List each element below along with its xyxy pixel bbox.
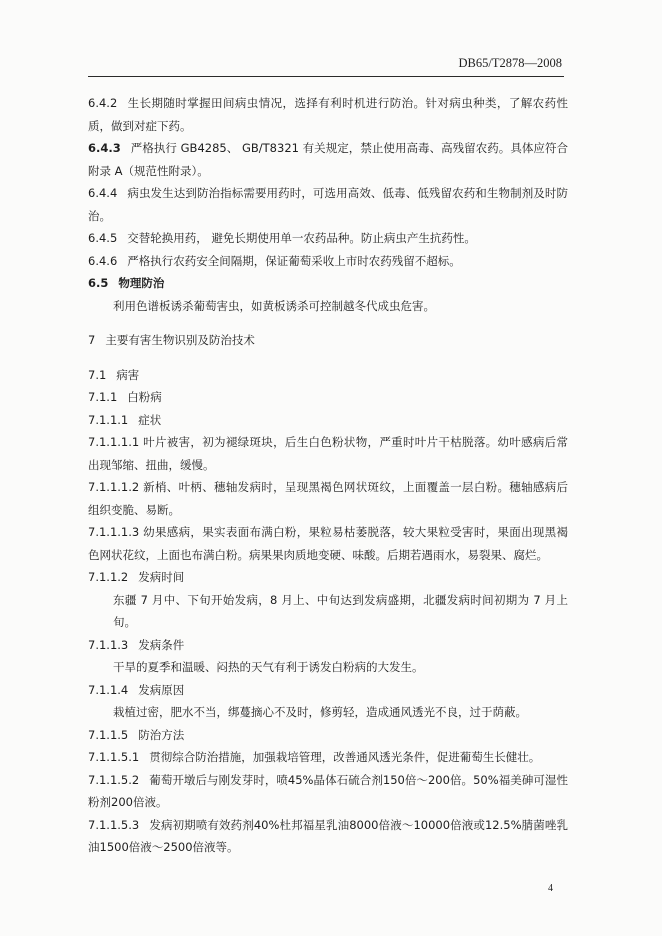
section-7-1-1-5-heading [88,724,568,747]
section-7-1-1-1-heading [88,409,568,432]
clause-text: 白粉病 [127,390,162,404]
clause-7-1-1-1-1: 7.1.1.1.1 叶片被害，初为褪绿斑块，后生白色粉状物，严重时叶片干枯脱落。幼叶感病后常出现邹缩、扭曲，缓慢。 [88,435,568,472]
clause-number: 6.4.3 [88,141,121,155]
clause-text: 防治方法 [138,727,185,742]
clause-text: 物理防治 [118,276,165,290]
page-number: 4 [548,883,553,894]
clause-7-1-1-1-3: 7.1.1.1.3 幼果感病，果实表面布满白粉，果粒易枯萎脱落，较大果粒受害时，果面出现黑褐色网状花纹，上面也布满白粉。病果果肉质地变硬、味酸。后期若遇雨水，易裂果、腐烂。 [88,525,568,562]
clause-text: 交替轮换用药， 避免长期使用单一农药品种。防止病虫产生抗药性。 [127,231,476,245]
clause-number: 7.1.1.5.2 [88,772,140,787]
clause-7-1-1-2-text: 东疆 7 月中、下旬开始发病，8 月上、中旬达到发病盛期，北疆发病时间初期为 7 月上旬。 [113,592,568,629]
clause-number: 7.1.1.1 [88,412,129,427]
section-7-1-heading [88,364,568,387]
clause-text: 症状 [138,412,162,427]
clause-7-1-1-4-text: 栽植过密，肥水不当，绑蔓摘心不及时，修剪轻，造成通风透光不良，过于荫蔽。 [113,705,527,719]
section-6-5-heading [88,272,568,295]
clause-text: 贯彻综合防治措施，加强栽培管理，改善通风透光条件，促进葡萄生长健壮。 [149,750,541,764]
clause-number: 7.1.1.4 [88,682,129,697]
clause-number: 7.1.1.3 [88,637,129,652]
clause-text: 生长期随时掌握田间病虫情况，选择有利时机进行防治。针对病虫种类，了解农药性质，做到对症下药。 [88,96,568,133]
section-7-heading [88,329,568,352]
clause-text: 葡萄开墩后与刚发芽时，喷45%晶体石硫合剂150倍～200倍。50%福美砷可湿性粉剂200倍液。 [88,772,568,809]
section-7-1-1-4-heading [88,679,568,702]
clause-number: 7.1.1.2 [88,570,129,584]
clause-text: 发病条件 [138,637,185,652]
clause-text: 严格执行农药安全间隔期，保证葡萄采收上市时农药残留不超标。 [127,253,461,268]
clause-6-4-6 [88,250,568,273]
section-7-1-1-2-heading [88,566,568,589]
clause-7-1-1-5-3 [88,814,568,859]
clause-text: 病害 [116,367,140,382]
clause-text: 发病初期喷有效药剂40%杜邦福星乳油8000倍液～10000倍液或12.5%腈菌唑乳油1500倍液～2500倍液等。 [88,817,568,854]
clause-6-4-3 [88,137,568,182]
clause-number: 7.1.1 [88,390,118,404]
document-id: DB65/T2878—2008 [458,56,562,70]
clause-number: 7 [88,333,96,347]
clause-text: 主要有害生物识别及防治技术 [105,333,255,347]
document-body [88,92,568,859]
clause-7-1-1-1-2: 7.1.1.1.2 新梢、叶柄、穗轴发病时，呈现黑褐色网状斑纹，上面覆盖一层白粉。穗轴感病后组织变脆、易断。 [88,480,568,517]
header-rule [88,76,564,77]
clause-6-4-4 [88,182,568,227]
clause-6-5-text: 利用色谱板诱杀葡萄害虫，如黄板诱杀可控制越冬代成虫危害。 [113,298,435,313]
clause-number: 6.4.5 [88,231,118,245]
clause-7-1-1-3-text: 干旱的夏季和温暖、闷热的天气有利于诱发白粉病的大发生。 [113,660,424,674]
clause-number: 7.1.1.5.1 [88,750,140,764]
clause-number: 6.4.4 [88,186,118,200]
clause-6-4-5 [88,227,568,250]
clause-number: 6.5 [88,276,109,290]
clause-number: 6.4.6 [88,253,118,268]
clause-6-4-2 [88,92,568,137]
clause-7-1-1-5-1 [88,746,568,769]
section-7-1-1-3-heading [88,634,568,657]
clause-text: 病虫发生达到防治指标需要用药时，可选用高效、低毒、低残留农药和生物制剂及时防治。 [88,186,568,223]
clause-text: 发病时间 [138,570,185,584]
section-7-1-1-heading [88,386,568,409]
clause-number: 7.1.1.5 [88,727,129,742]
clause-7-1-1-5-2 [88,769,568,814]
clause-text: 发病原因 [138,682,185,697]
clause-number: 7.1.1.5.3 [88,817,140,832]
clause-text: 严格执行 GB4285、 GB/T8321 有关规定，禁止使用高毒、高残留农药。具体应符合附录 A（规范性附录）。 [88,141,568,178]
clause-number: 6.4.2 [88,96,118,110]
clause-number: 7.1 [88,367,107,382]
